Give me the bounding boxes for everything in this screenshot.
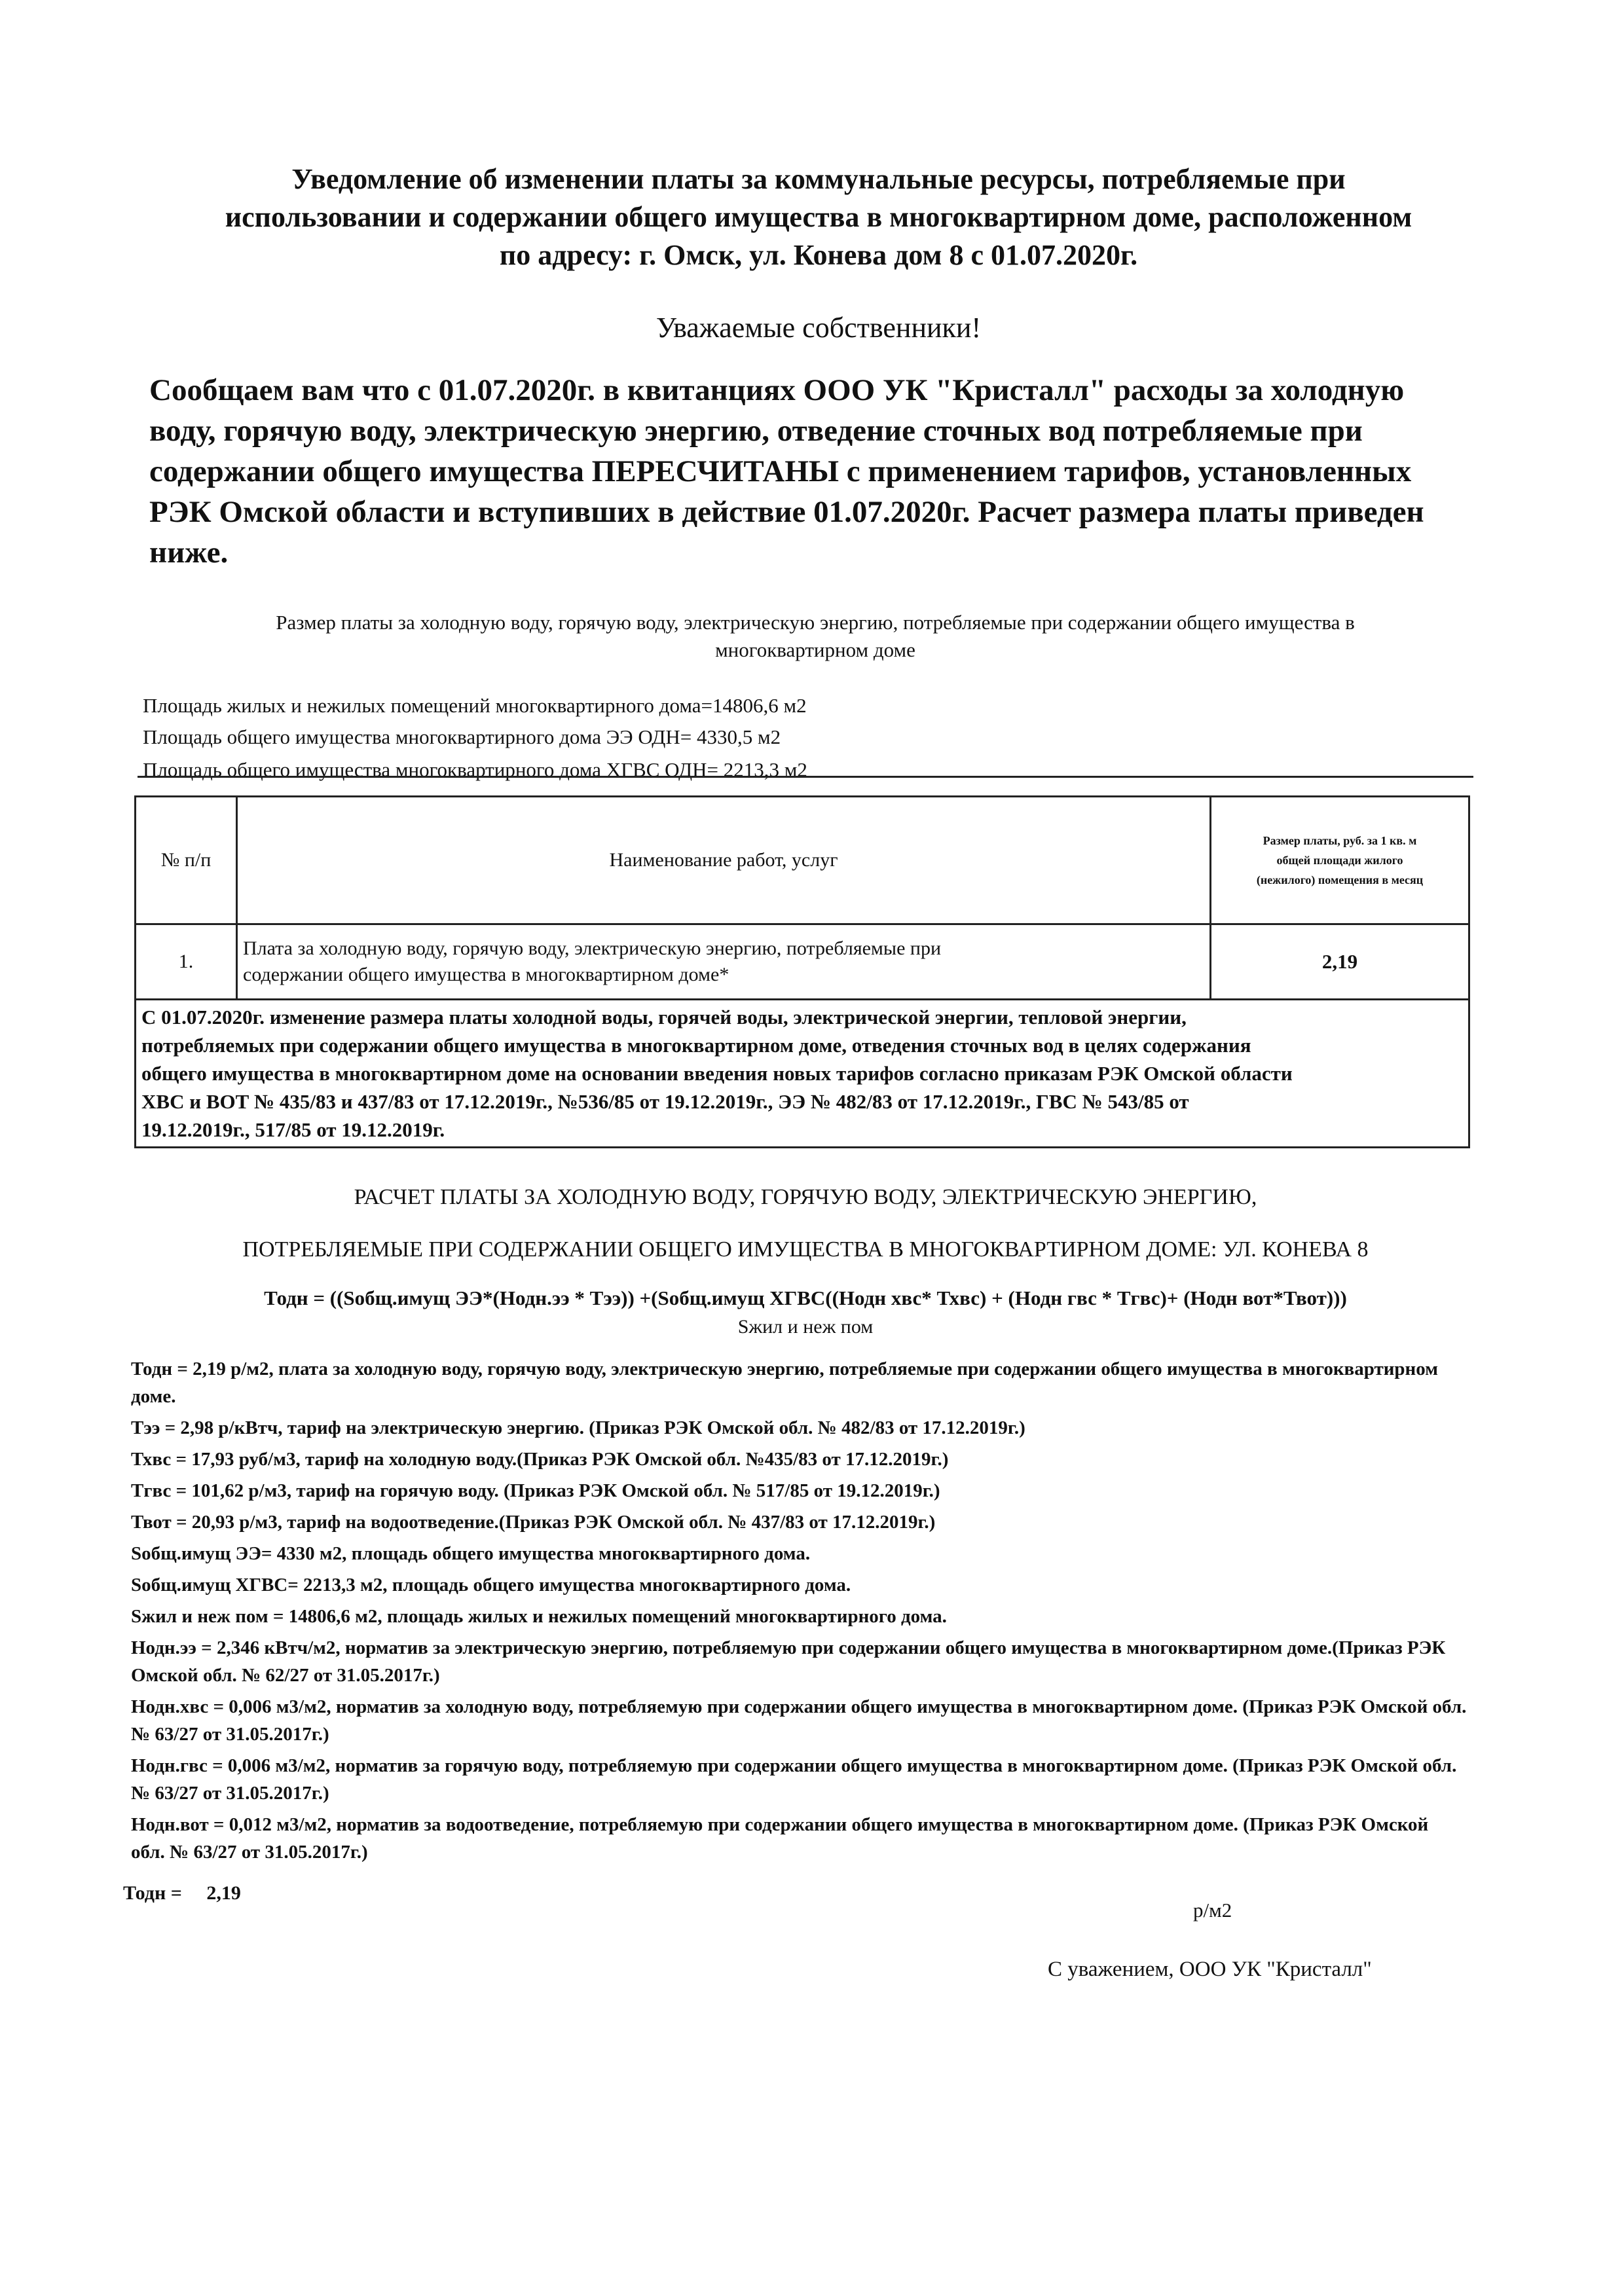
area-common-hgvs: Площадь общего имущества многоквартирного дома ХГВС ОДН= 2213,3 м2: [143, 758, 807, 781]
result-label: Тодн =: [123, 1882, 182, 1904]
row-name-line: Плата за холодную воду, горячую воду, электрическую энергию, потребляемые при: [243, 938, 941, 959]
definition-item: Твот = 20,93 р/м3, тариф на водоотведение.(Приказ РЭК Омской обл. № 437/83 от 17.12.2019г.): [131, 1512, 936, 1533]
calc-title-2: ПОТРЕБЛЯЕМЫЕ ПРИ СОДЕРЖАНИИ ОБЩЕГО ИМУЩЕСТВА В МНОГОКВАРТИРНОМ ДОМЕ: УЛ. КОНЕВА 8: [242, 1237, 1369, 1262]
note-line: ХВС и ВОТ № 435/83 и 437/83 от 17.12.2019г., №536/85 от 19.12.2019г., ЭЭ № 482/83 от 17.12.2019г., ГВС № 543/85 от: [141, 1090, 1189, 1113]
title-line: использовании и содержании общего имущества в многоквартирном доме, расположенном: [225, 201, 1412, 233]
note-line: общего имущества в многоквартирном доме на основании введения новых тарифов согласно приказам РЭК Омской области: [141, 1062, 1293, 1085]
salutation: Уважаемые собственники!: [655, 312, 982, 344]
definition-item: Тхвс = 17,93 руб/м3, тариф на холодную воду.(Приказ РЭК Омской обл. №435/83 от 17.12.2019г.): [131, 1449, 949, 1470]
title-line: Уведомление об изменении платы за коммунальные ресурсы, потребляемые при: [291, 163, 1346, 195]
note-line: 19.12.2019г., 517/85 от 19.12.2019г.: [141, 1118, 445, 1141]
definition-item: Нодн.хвс = 0,006 м3/м2, норматив за холодную воду, потребляемую при содержании общего имущества в многоквартирном доме. (Приказ РЭК Омской обл. № 63/27 от 31.05.2017г.): [131, 1696, 1467, 1745]
definition-item: Нодн.вот = 0,012 м3/м2, норматив за водоотведение, потребляемую при содержании общего имущества в многоквартирном доме. (Приказ РЭК Омской обл. № 63/27 от 31.05.2017г.): [131, 1814, 1429, 1863]
definition-item: Нодн.ээ = 2,346 кВтч/м2, норматив за электрическую энергию, потребляемую при содержании общего имущества в многоквартирном доме.(Приказ РЭК Омской обл. № 62/27 от 31.05.2017г.): [131, 1637, 1446, 1686]
result-unit: р/м2: [1193, 1899, 1232, 1922]
definition-item: Тгвс = 101,62 р/м3, тариф на горячую воду. (Приказ РЭК Омской обл. № 517/85 от 19.12.2019г.): [131, 1480, 940, 1501]
result-line: [123, 1882, 241, 1904]
definition-item: Тээ = 2,98 р/кВтч, тариф на электрическую энергию. (Приказ РЭК Омской обл. № 482/83 от 17.12.2019г.): [131, 1417, 1025, 1438]
title-line: по адресу: г. Омск, ул. Конева дом 8 с 01.07.2020г.: [499, 239, 1138, 271]
row-price: 2,19: [1211, 924, 1469, 1000]
intro-paragraph: [149, 370, 1472, 573]
calc-title-1: РАСЧЕТ ПЛАТЫ ЗА ХОЛОДНУЮ ВОДУ, ГОРЯЧУЮ ВОДУ, ЭЛЕКТРИЧЕСКУЮ ЭНЕРГИЮ,: [354, 1185, 1257, 1209]
fee-size-title: [147, 609, 1483, 664]
definition-item: Sобщ.имущ ХГВС= 2213,3 м2, площадь общего имущества многоквартирного дома.: [131, 1575, 851, 1595]
intro-line: Сообщаем вам что с 01.07.2020г. в квитанциях ООО УК "Кристалл" расходы за холодную: [149, 373, 1405, 407]
formula-numerator: Тодн = ((Sобщ.имущ ЭЭ*(Нодн.ээ * Тээ)) +(Sобщ.имущ ХГВС((Нодн хвс* Тхвс) + (Нодн гвс * Тгвс)+ (Нодн вот*Твот))): [264, 1286, 1347, 1309]
fee-size-title-line: многоквартирном доме: [715, 638, 915, 661]
intro-line: содержании общего имущества ПЕРЕСЧИТАНЫ с применением тарифов, установленных: [149, 454, 1412, 488]
signature: С уважением, ООО УК "Кристалл": [1048, 1958, 1372, 1981]
fee-size-title-line: Размер платы за холодную воду, горячую воду, электрическую энергию, потребляемые при содержании общего имущества в: [276, 611, 1355, 634]
definition-item: Sобщ.имущ ЭЭ= 4330 м2, площадь общего имущества многоквартирного дома.: [131, 1543, 811, 1564]
formula-denominator: Sжил и неж пом: [737, 1316, 874, 1338]
intro-line: воду, горячую воду, электрическую энергию, отведение сточных вод потребляемые при: [149, 414, 1363, 448]
header-price: [1211, 797, 1469, 924]
table-note: [136, 1000, 1469, 1148]
definition-item: Нодн.гвс = 0,006 м3/м2, норматив за горячую воду, потребляемую при содержании общего имущества в многоквартирном доме. (Приказ РЭК Омской обл. № 63/27 от 31.05.2017г.): [131, 1755, 1457, 1804]
header-price-line: (нежилого) помещения в месяц: [1256, 873, 1424, 886]
intro-line: РЭК Омской области и вступивших в действие 01.07.2020г. Расчет размера платы приведен: [149, 495, 1424, 529]
fee-table: [134, 795, 1470, 1148]
table-note-row: [136, 1000, 1469, 1148]
table-row: [136, 924, 1469, 1000]
note-line: С 01.07.2020г. изменение размера платы холодной воды, горячей воды, электрической энергии, тепловой энергии,: [141, 1006, 1187, 1029]
definition-item: Sжил и неж пом = 14806,6 м2, площадь жилых и нежилых помещений многоквартирного дома.: [131, 1606, 947, 1627]
row-num: 1.: [136, 924, 237, 1000]
note-line: потребляемых при содержании общего имущества в многоквартирном доме, отведения сточных вод в целях содержания: [141, 1034, 1251, 1057]
row-name: [237, 924, 1211, 1000]
notice-title: [164, 160, 1473, 274]
area-common-ee: Площадь общего имущества многоквартирного дома ЭЭ ОДН= 4330,5 м2: [143, 725, 781, 748]
result-value: 2,19: [206, 1882, 241, 1904]
definitions-list: [131, 1355, 1467, 1870]
definition-item: Тодн = 2,19 р/м2, плата за холодную воду, горячую воду, электрическую энергию, потребляемые при содержании общего имущества в многоквартирном доме.: [131, 1358, 1438, 1407]
header-num: № п/п: [136, 797, 237, 924]
header-price-line: Размер платы, руб. за 1 кв. м: [1263, 834, 1417, 847]
row-name-line: содержании общего имущества в многоквартирном доме*: [243, 964, 729, 985]
divider-line: [138, 776, 1473, 778]
table-header-row: [136, 797, 1469, 924]
area-residential: Площадь жилых и нежилых помещений многоквартирного дома=14806,6 м2: [143, 694, 807, 717]
header-price-line: общей площади жилого: [1276, 854, 1403, 867]
header-name: Наименование работ, услуг: [237, 797, 1211, 924]
intro-line: ниже.: [149, 536, 229, 570]
